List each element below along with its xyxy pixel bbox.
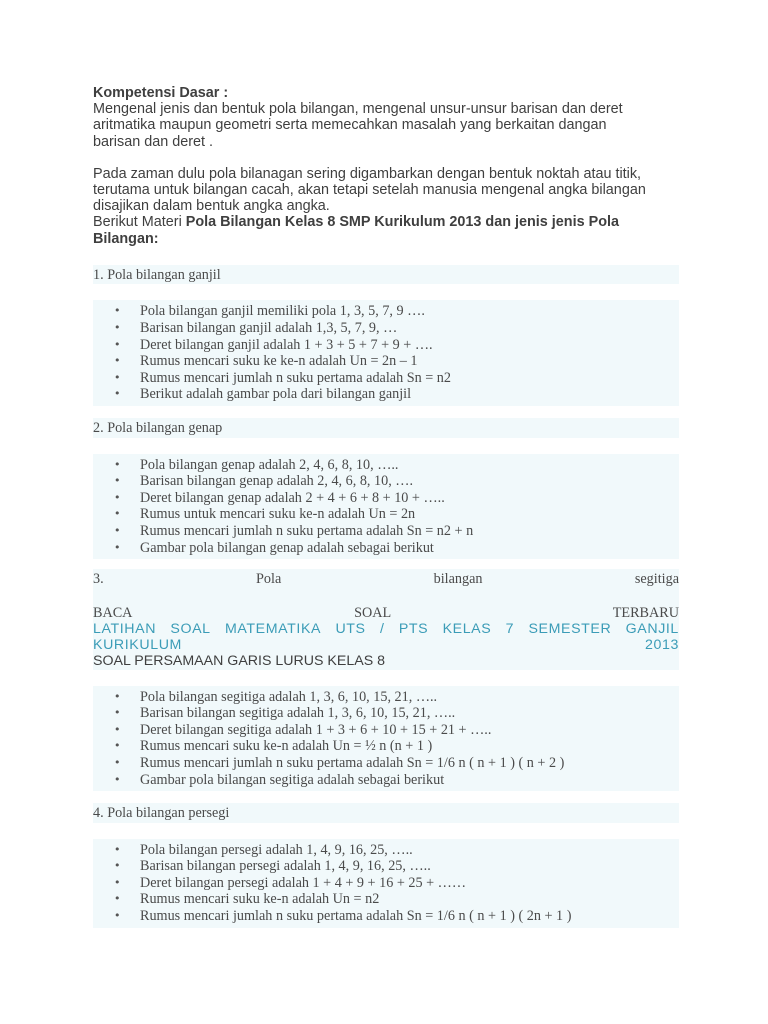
persamaan-garis-link[interactable]: SOAL PERSAMAAN GARIS LURUS KELAS 8 bbox=[93, 653, 679, 669]
link-word: LATIHAN bbox=[93, 621, 157, 638]
list-item: • Berikut adalah gambar pola dari bilangan ganjil bbox=[93, 386, 679, 403]
list-item: • Rumus mencari jumlah n suku pertama adalah Sn = n2 + n bbox=[93, 523, 679, 540]
list-item: • Pola bilangan genap adalah 2, 4, 6, 8, 10, ….. bbox=[93, 457, 679, 474]
section-title-ganjil: 1. Pola bilangan ganjil bbox=[93, 265, 679, 285]
link-word: KELAS bbox=[442, 621, 492, 638]
kompetensi-body bbox=[93, 101, 679, 150]
list-item: • Rumus mencari jumlah n suku pertama adalah Sn = 1/6 n ( n + 1 ) ( 2n + 1 ) bbox=[93, 908, 679, 925]
list-item: • Rumus mencari jumlah n suku pertama adalah Sn = 1/6 n ( n + 1 ) ( n + 2 ) bbox=[93, 755, 679, 772]
title-word: 3. bbox=[93, 571, 104, 588]
list-item: • Deret bilangan ganjil adalah 1 + 3 + 5 + 7 + 9 + …. bbox=[93, 337, 679, 354]
latihan-soal-link[interactable] bbox=[93, 621, 679, 653]
section-title-segitiga bbox=[93, 569, 679, 589]
list-item: • Rumus mencari suku ke ke-n adalah Un = 2n – 1 bbox=[93, 353, 679, 370]
baca-word: SOAL bbox=[354, 604, 392, 621]
materi-title: Pola Bilangan Kelas 8 SMP Kurikulum 2013 dan jenis jenis Pola bbox=[185, 214, 619, 231]
list-item: • Gambar pola bilangan segitiga adalah sebagai berikut bbox=[93, 772, 679, 789]
history-line: Pada zaman dulu pola bilanagan sering digambarkan dengan bentuk noktah atau titik, bbox=[93, 165, 642, 182]
materi-intro bbox=[93, 214, 679, 246]
link-word: / bbox=[379, 621, 385, 638]
link-word: UTS bbox=[335, 621, 366, 638]
title-word: segitiga bbox=[634, 571, 679, 588]
list-item: • Pola bilangan persegi adalah 1, 4, 9, 16, 25, ….. bbox=[93, 842, 679, 859]
section-title-genap: 2. Pola bilangan genap bbox=[93, 418, 679, 438]
kompetensi-heading: Kompetensi Dasar : bbox=[93, 85, 229, 101]
link-word: 2013 bbox=[645, 637, 679, 654]
title-word: bilangan bbox=[433, 571, 483, 588]
section-title-persegi: 4. Pola bilangan persegi bbox=[93, 803, 679, 823]
link-word: PTS bbox=[398, 621, 429, 638]
materi-prefix: Berikut Materi bbox=[93, 214, 186, 231]
list-item: • Deret bilangan persegi adalah 1 + 4 + 9 + 16 + 25 + …… bbox=[93, 875, 679, 892]
link-word: SOAL bbox=[170, 621, 211, 638]
list-item: • Pola bilangan segitiga adalah 1, 3, 6, 10, 15, 21, ….. bbox=[93, 689, 679, 706]
history-line: disajikan dalam bentuk angka angka. bbox=[93, 198, 330, 215]
list-item: • Barisan bilangan segitiga adalah 1, 3, 6, 10, 15, 21, ….. bbox=[93, 705, 679, 722]
baca-soal-line bbox=[93, 605, 679, 622]
link-word: SEMESTER bbox=[528, 621, 612, 638]
history-line: terutama untuk bilangan cacah, akan tetapi setelah manusia mengenal angka bilangan bbox=[93, 182, 646, 199]
history-paragraph bbox=[93, 166, 679, 215]
title-word: Pola bbox=[256, 571, 282, 588]
kompetensi-line: barisan dan deret . bbox=[93, 133, 214, 150]
list-item: • Barisan bilangan ganjil adalah 1,3, 5, 7, 9, … bbox=[93, 320, 679, 337]
link-word: KURIKULUM bbox=[93, 637, 182, 654]
link-word: MATEMATIKA bbox=[224, 621, 322, 638]
list-segitiga bbox=[93, 686, 679, 792]
kompetensi-line: Mengenal jenis dan bentuk pola bilangan, mengenal unsur-unsur barisan dan deret bbox=[93, 101, 623, 118]
list-item: • Rumus untuk mencari suku ke-n adalah Un = 2n bbox=[93, 506, 679, 523]
list-genap bbox=[93, 454, 679, 560]
list-item: • Barisan bilangan persegi adalah 1, 4, 9, 16, 25, ….. bbox=[93, 858, 679, 875]
list-item: • Rumus mencari jumlah n suku pertama adalah Sn = n2 bbox=[93, 370, 679, 387]
baca-word: TERBARU bbox=[612, 604, 679, 621]
link-word: GANJIL bbox=[625, 621, 679, 638]
list-item: • Deret bilangan genap adalah 2 + 4 + 6 + 8 + 10 + ….. bbox=[93, 490, 679, 507]
document-page bbox=[93, 85, 679, 928]
list-item: • Pola bilangan ganjil memiliki pola 1, 3, 5, 7, 9 …. bbox=[93, 303, 679, 320]
kompetensi-line: aritmatika maupun geometri serta memecahkan masalah yang berkaitan dangan bbox=[93, 117, 607, 134]
list-item: • Gambar pola bilangan genap adalah sebagai berikut bbox=[93, 540, 679, 557]
list-item: • Deret bilangan segitiga adalah 1 + 3 + 6 + 10 + 15 + 21 + ….. bbox=[93, 722, 679, 739]
baca-word: BACA bbox=[93, 604, 133, 621]
materi-title-cont: Bilangan: bbox=[93, 230, 159, 247]
list-ganjil bbox=[93, 300, 679, 406]
link-word: 7 bbox=[505, 621, 515, 638]
list-item: • Barisan bilangan genap adalah 2, 4, 6, 8, 10, …. bbox=[93, 473, 679, 490]
list-item: • Rumus mencari suku ke-n adalah Un = n2 bbox=[93, 891, 679, 908]
list-persegi bbox=[93, 839, 679, 928]
list-item: • Rumus mencari suku ke-n adalah Un = ½ n (n + 1 ) bbox=[93, 738, 679, 755]
